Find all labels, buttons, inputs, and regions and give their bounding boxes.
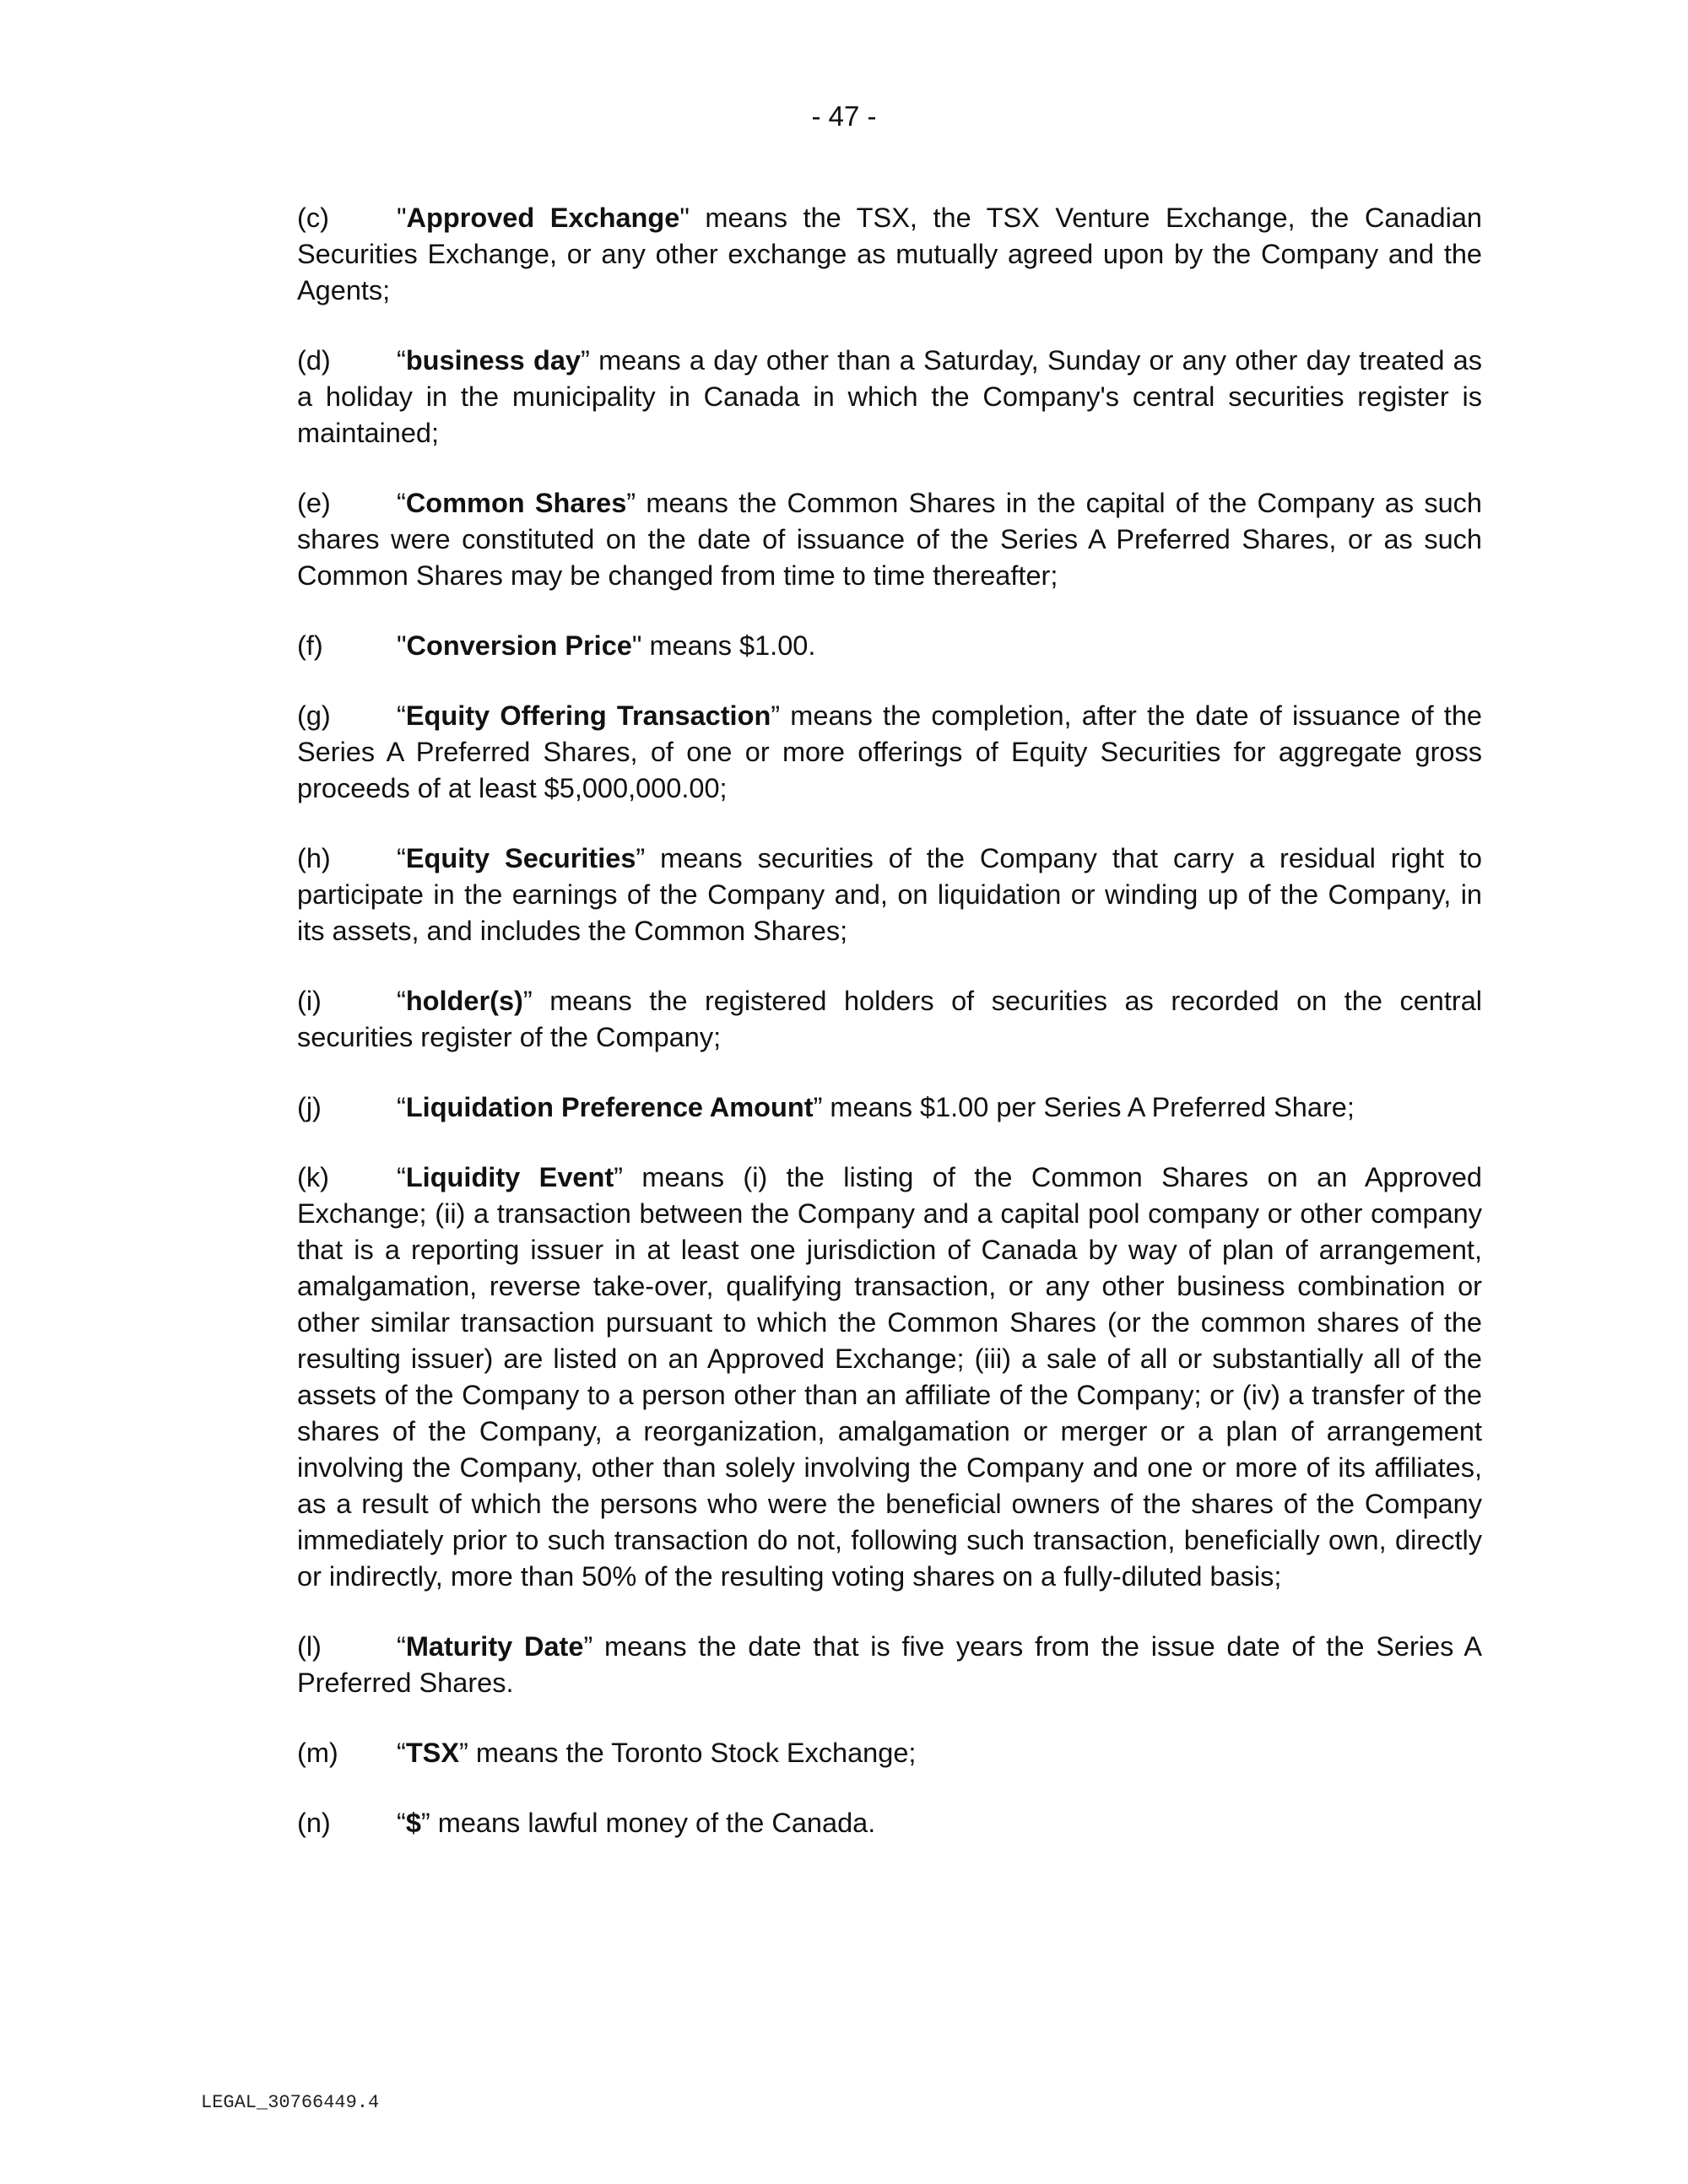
definitions-list — [297, 200, 1482, 1875]
defined-term: Liquidation Preference Amount — [405, 1092, 814, 1122]
definition-clause — [297, 983, 1482, 1056]
definition-text: means the date that is five years from the issue date of the Series A Preferred Shares. — [297, 1631, 1482, 1698]
defined-term: Approved Exchange — [406, 203, 680, 233]
open-quote: " — [397, 630, 407, 661]
definition-text: means the TSX, the TSX Venture Exchange, the Canadian Securities Exchange, or any other exchange as mutually agreed upon by the Company and the Agents; — [297, 203, 1482, 305]
definition-text: means $1.00. — [641, 630, 816, 661]
clause-label: (i) — [297, 986, 322, 1016]
open-quote: “ — [397, 345, 406, 376]
open-quote: “ — [397, 700, 406, 731]
defined-term: Equity Offering Transaction — [405, 700, 771, 731]
open-quote: “ — [397, 488, 406, 518]
definition-clause — [297, 628, 1482, 664]
definition-clause — [297, 698, 1482, 807]
close-quote: " — [631, 630, 642, 661]
close-quote: ” — [614, 1162, 623, 1192]
close-quote: ” — [459, 1738, 468, 1768]
page-number: - 47 - — [811, 100, 877, 132]
clause-label: (h) — [297, 843, 331, 873]
close-quote: ” — [583, 1631, 593, 1662]
clause-label: (c) — [297, 203, 329, 233]
defined-term: holder(s) — [405, 986, 523, 1016]
definition-text: means (i) the listing of the Common Shares on an Approved Exchange; (ii) a transaction between the Company and a capital pool company or other company that is a reporting issuer in at least one jurisdiction of Canada by way of plan of arrangement, amalgamation, reverse take-over, qualifying transaction, or any other business combination or other similar transaction pursuant to which the Common Shares (or the common shares of the resulting issuer) are listed on an Approved Exchange; (iii) a sale of all or substantially all of the assets of the Company to a person other than an affiliate of the Company; or (iv) a transfer of the shares of the Company, a reorganization, amalgamation or merger or a plan of arrangement involving the Company, other than solely involving the Company and one or more of its affiliates, as a result of which the persons who were the beneficial owners of the shares of the Company immediately prior to such transaction do not, following such transaction, beneficially own, directly or indirectly, more than 50% of the resulting voting shares on a fully-diluted basis; — [297, 1162, 1482, 1592]
clause-label: (n) — [297, 1808, 331, 1838]
definition-text: means the Toronto Stock Exchange; — [468, 1738, 917, 1768]
definition-clause — [297, 1735, 1482, 1771]
clause-label: (l) — [297, 1631, 322, 1662]
definition-text: means the Common Shares in the capital of the Company as such shares were constituted on the date of issuance of the Series A Preferred Shares, or as such Common Shares may be changed from time to time thereafter; — [297, 488, 1482, 591]
open-quote: “ — [397, 1162, 406, 1192]
defined-term: Conversion Price — [406, 630, 632, 661]
definition-text: means the registered holders of securities as recorded on the central securities register of the Company; — [297, 986, 1482, 1052]
open-quote: “ — [397, 1738, 406, 1768]
defined-term: $ — [405, 1808, 421, 1838]
clause-label: (k) — [297, 1162, 329, 1192]
clause-label: (d) — [297, 345, 331, 376]
open-quote: " — [397, 203, 407, 233]
close-quote: ” — [580, 345, 590, 376]
close-quote: " — [679, 203, 690, 233]
open-quote: “ — [397, 843, 406, 873]
definition-clause — [297, 343, 1482, 451]
open-quote: “ — [397, 986, 406, 1016]
definition-clause — [297, 1160, 1482, 1595]
close-quote: ” — [420, 1808, 430, 1838]
defined-term: Liquidity Event — [405, 1162, 614, 1192]
defined-term: TSX — [405, 1738, 460, 1768]
defined-term: business day — [405, 345, 581, 376]
document-reference: LEGAL_30766449.4 — [201, 2092, 380, 2113]
close-quote: ” — [771, 700, 781, 731]
open-quote: “ — [397, 1092, 406, 1122]
definition-clause — [297, 841, 1482, 949]
definition-text: means $1.00 per Series A Preferred Share; — [822, 1092, 1355, 1122]
definition-text: means securities of the Company that carry a residual right to participate in the earnings of the Company and, on liquidation or winding up of the Company, in its assets, and includes the Common Shares; — [297, 843, 1482, 946]
close-quote: ” — [636, 843, 646, 873]
clause-label: (g) — [297, 700, 331, 731]
clause-label: (m) — [297, 1738, 338, 1768]
defined-term: Equity Securities — [405, 843, 636, 873]
clause-label: (f) — [297, 630, 323, 661]
definition-clause — [297, 1629, 1482, 1701]
definition-clause — [297, 485, 1482, 594]
definition-text: means lawful money of the Canada. — [430, 1808, 876, 1838]
close-quote: ” — [813, 1092, 823, 1122]
close-quote: ” — [522, 986, 533, 1016]
clause-label: (j) — [297, 1092, 322, 1122]
definition-clause — [297, 1805, 1482, 1841]
definition-text: means the completion, after the date of issuance of the Series A Preferred Shares, of one or more offerings of Equity Securities for aggregate gross proceeds of at least $5,000,000.00; — [297, 700, 1482, 803]
defined-term: Common Shares — [405, 488, 627, 518]
close-quote: ” — [626, 488, 636, 518]
definition-clause — [297, 200, 1482, 309]
clause-label: (e) — [297, 488, 331, 518]
open-quote: “ — [397, 1808, 406, 1838]
defined-term: Maturity Date — [405, 1631, 584, 1662]
definition-clause — [297, 1089, 1482, 1126]
definition-text: means a day other than a Saturday, Sunday or any other day treated as a holiday in the municipality in Canada in which the Company's central securities register is maintained; — [297, 345, 1482, 448]
open-quote: “ — [397, 1631, 406, 1662]
